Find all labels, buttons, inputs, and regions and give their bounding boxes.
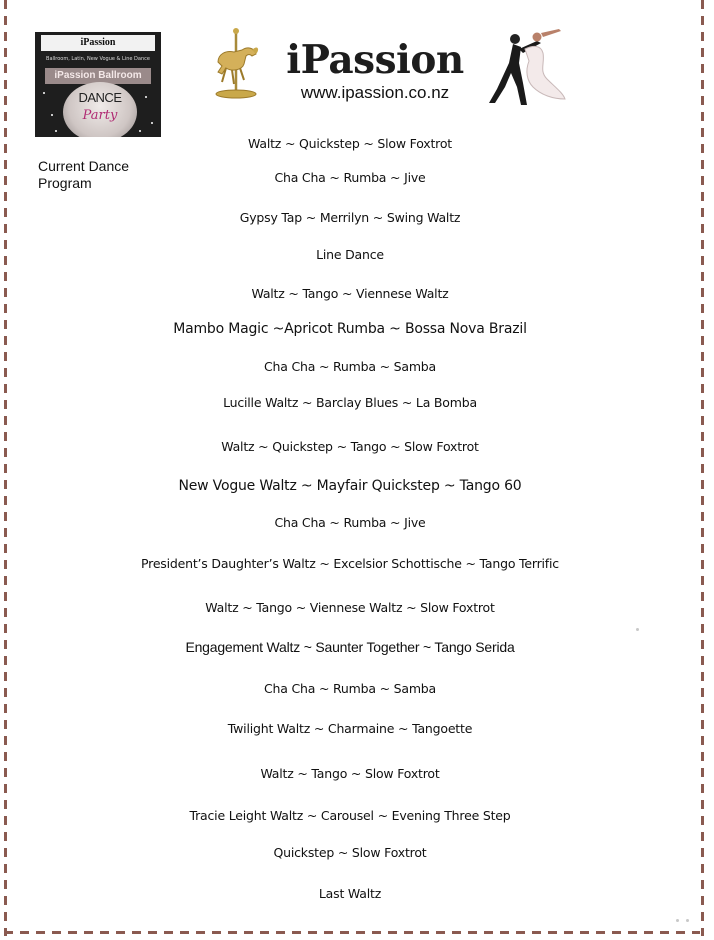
program-line: Engagement Waltz ~ Saunter Together ~ Tango Serida [185,639,515,655]
program-line: Cha Cha ~ Rumba ~ Jive [274,170,426,185]
ballroom-dancers-icon [485,27,567,107]
sparkle [145,96,147,98]
logo-top-text: iPassion [41,35,155,51]
scan-speck [686,919,689,922]
program-line: Waltz ~ Quickstep ~ Tango ~ Slow Foxtrot [221,439,479,454]
program-line: Waltz ~ Tango ~ Viennese Waltz ~ Slow Foxtrot [205,600,495,615]
program-line: Last Waltz [318,886,382,901]
carousel-horse-icon [208,28,264,100]
program-line: Tracie Leight Waltz ~ Carousel ~ Evening Three Step [189,808,511,823]
page-border-right [701,0,704,936]
page-border-left [4,0,7,936]
current-dance-program-caption: Current Dance Program [38,158,130,191]
website-url: www.ipassion.co.nz [300,83,450,102]
logo-dance-text: DANCE [78,90,122,105]
program-line: Mambo Magic ~Apricot Rumba ~ Bossa Nova Brazil [173,321,527,337]
program-line: Quickstep ~ Slow Foxtrot [273,845,427,860]
program-line: Lucille Waltz ~ Barclay Blues ~ La Bomba [223,395,477,410]
logo-party-text: Party [82,108,118,123]
brand-title: iPassion [286,37,464,83]
program-line: Twilight Waltz ~ Charmaine ~ Tangoette [227,721,473,736]
sparkle [151,122,153,124]
sparkle [51,114,53,116]
page-border-bottom [4,931,700,934]
logo-tagline: Ballroom, Latin, New Vogue & Line Dance [46,56,150,62]
scan-speck [636,628,639,631]
program-line: Waltz ~ Tango ~ Viennese Waltz [251,286,449,301]
sparkle [43,92,45,94]
program-line: Waltz ~ Tango ~ Slow Foxtrot [260,766,440,781]
sparkle [139,130,141,132]
program-line: New Vogue Waltz ~ Mayfair Quickstep ~ Tango 60 [178,478,522,494]
logo-ballroom-text: iPassion Ballroom [45,68,151,84]
program-line: President’s Daughter’s Waltz ~ Excelsior Schottische ~ Tango Terrific [141,556,559,571]
scan-speck [676,919,679,922]
program-line: Cha Cha ~ Rumba ~ Jive [274,515,426,530]
dance-party-logo [35,32,161,137]
program-line: Cha Cha ~ Rumba ~ Samba [263,681,437,696]
program-line: Gypsy Tap ~ Merrilyn ~ Swing Waltz [239,210,461,225]
sparkle [55,130,57,132]
program-line: Line Dance [316,247,384,262]
program-line: Waltz ~ Quickstep ~ Slow Foxtrot [248,136,452,151]
program-line: Cha Cha ~ Rumba ~ Samba [263,359,437,374]
